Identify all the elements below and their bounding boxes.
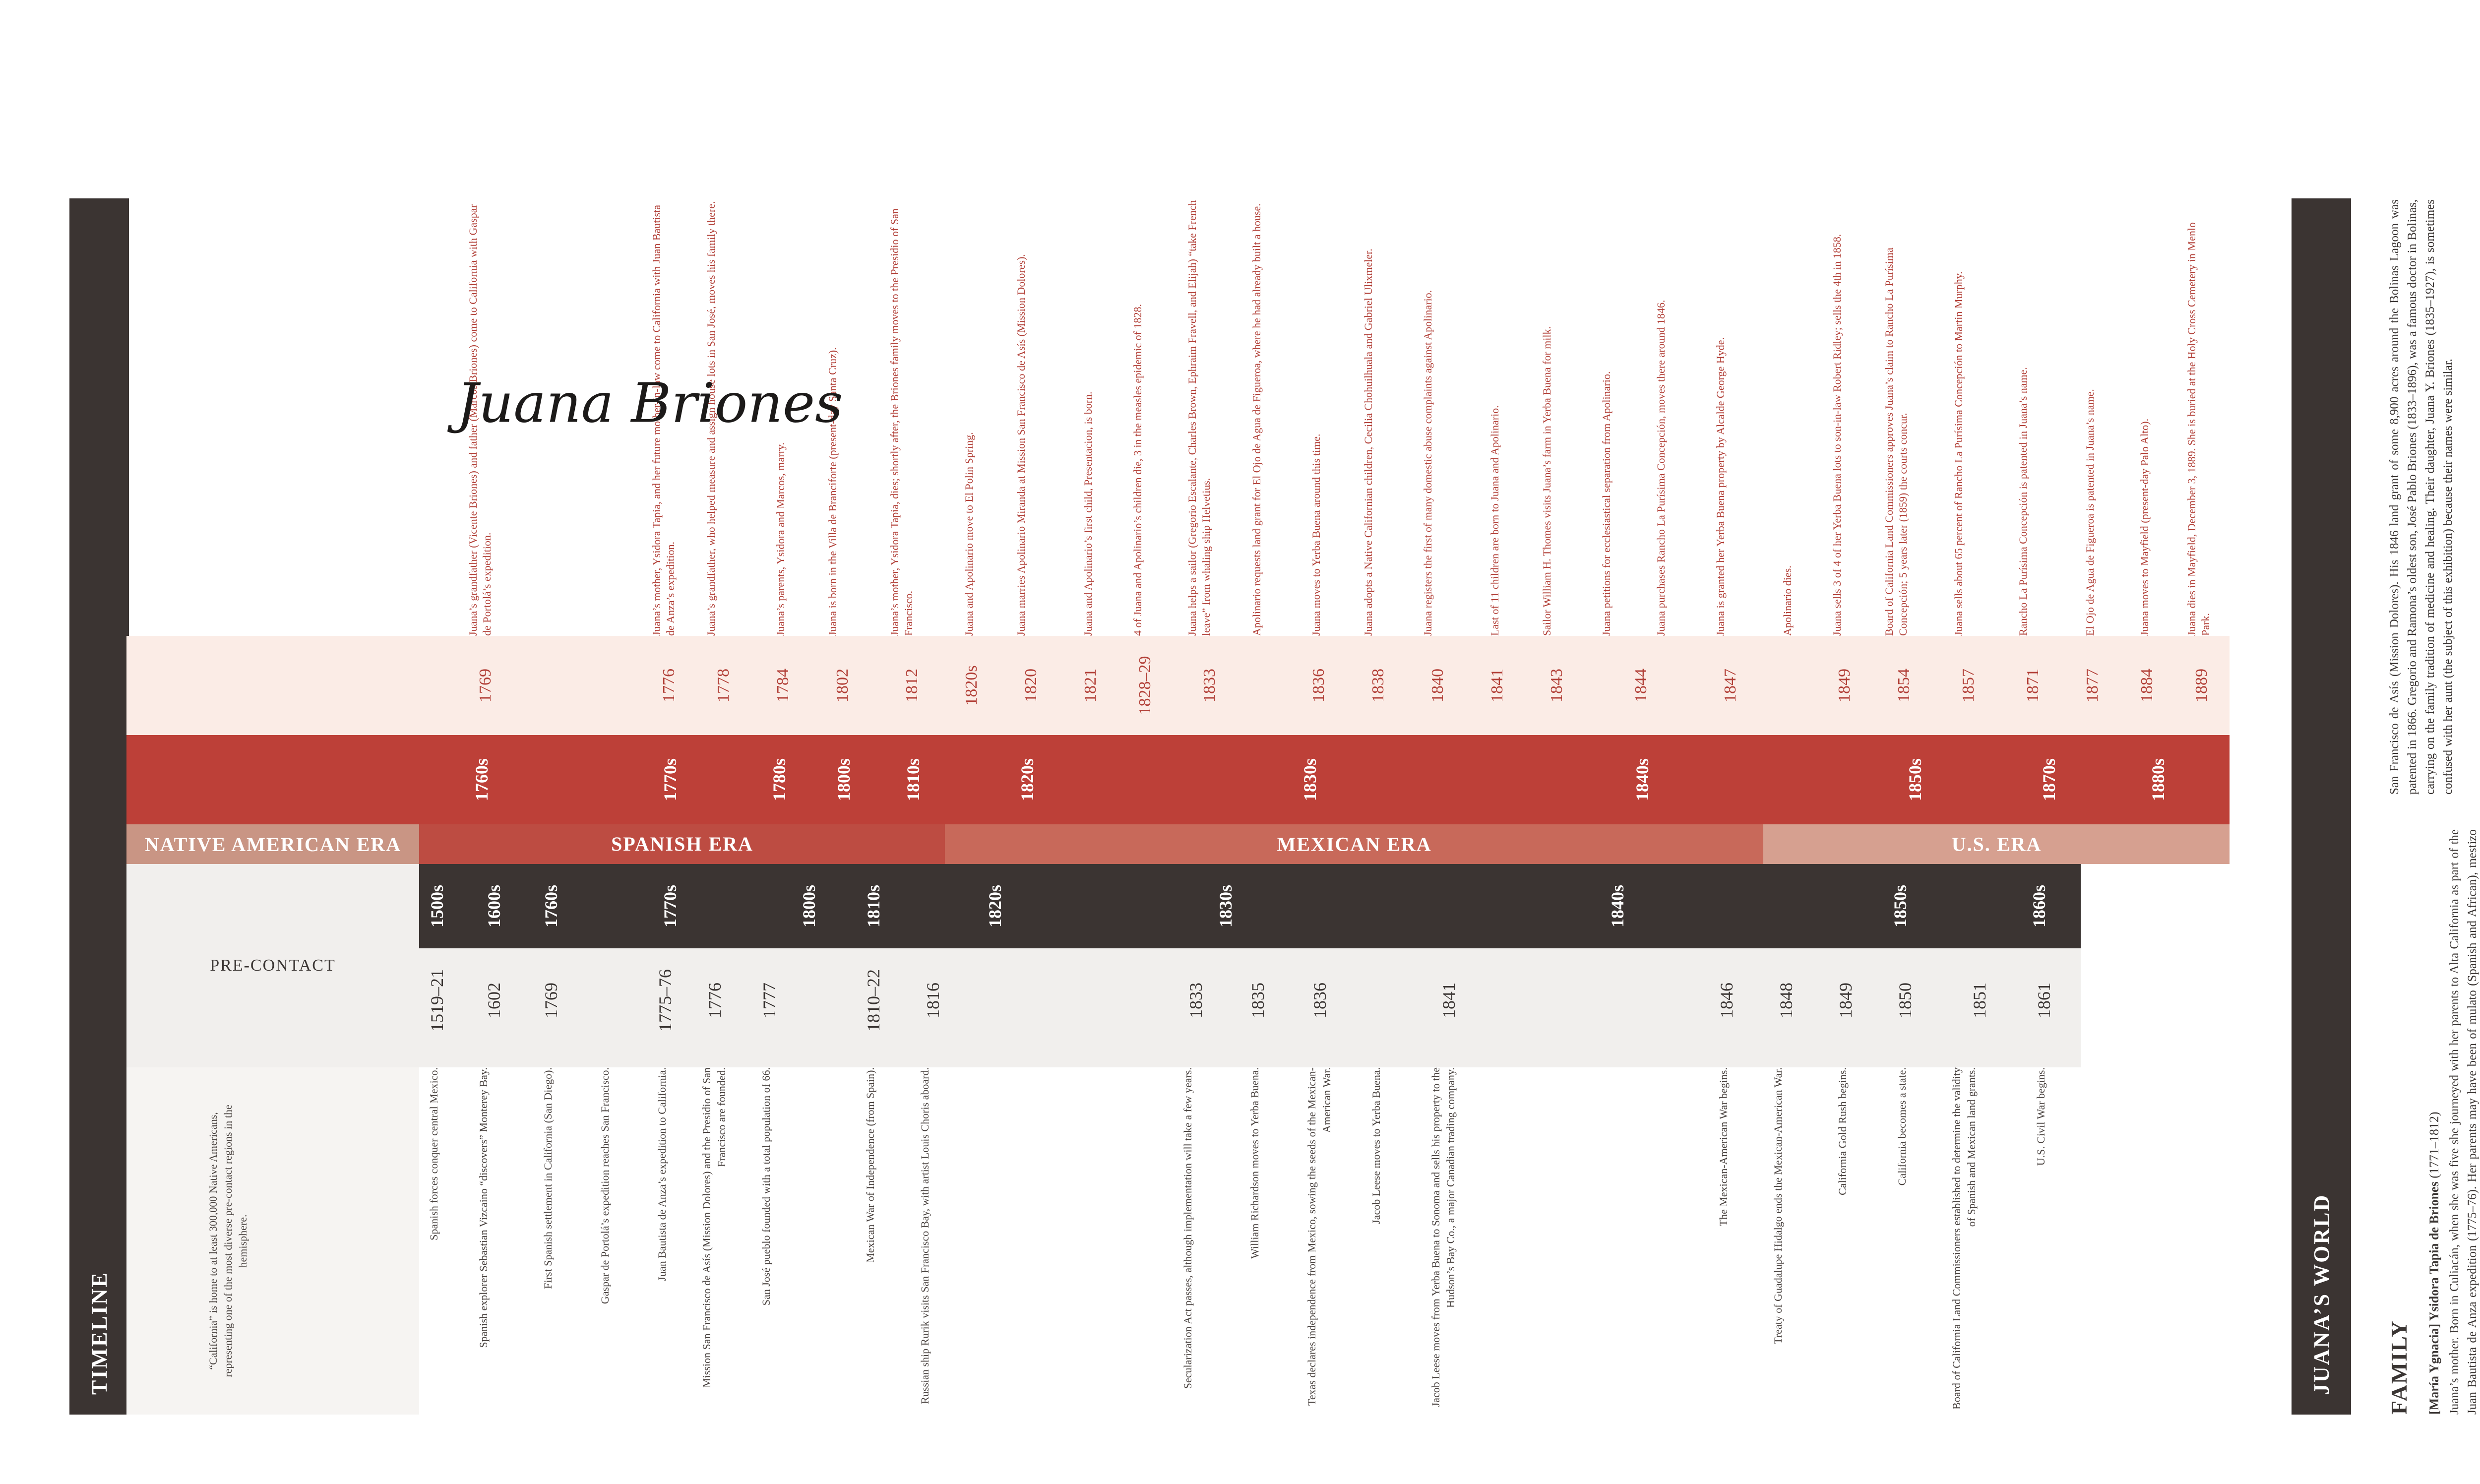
left-event-text: William Richardson moves to Yerba Buena. — [1248, 1067, 1261, 1259]
right-event-text: Juana’s mother, Ysidora Tapia, and her future mother-in-law come to California with Juan Bautista de Anza’s expedition. — [650, 205, 677, 636]
right-event-text: Juana and Apolinario move to El Polin Spring. — [963, 432, 975, 636]
right-event-year: 1889 — [2192, 669, 2211, 702]
right-event-text: Juana’s grandfather (Vicente Briones) and father (Marcos Briones) come to California with Gaspar de Portolá’s expedition. — [467, 204, 493, 636]
timeline-header-text: TIMELINE — [87, 1271, 112, 1395]
left-event-year: 1776 — [705, 983, 725, 1018]
left-event-year: 1846 — [1717, 983, 1736, 1018]
left-event-text: San José pueblo founded with a total population of 66. — [760, 1067, 772, 1306]
left-event-year: 1602 — [484, 983, 504, 1018]
right-event-text: Juana adopts a Native Californian children, Cecilia Chohuilhuala and Gabriel Ulixmeler. — [1362, 248, 1374, 636]
left-decade: 1860s — [2029, 885, 2049, 928]
right-event-text: Juana’s parents, Ysidora and Marcos, marry. — [774, 442, 787, 636]
right-decade: 1850s — [1905, 758, 1925, 802]
family-continued-text: San Francisco de Asís (Mission Dolores). His 1846 land grant of some 8,900 acres around the Bolinas Lagoon was patented in 1866. Gregorio and Ramona’s oldest son, José Pablo Briones (1833–1896), was a famous doctor in Bolinas, carrying on the family tradition of medicine and healing. Their daughter, Juana Y. Briones (1835–1927), is sometimes confused with her aunt (the subject of this exhibition) because their names were similar. — [2388, 199, 2455, 795]
left-event-text: Secularization Act passes, although implementation will take a few years. — [1181, 1067, 1194, 1389]
left-event-text: Spanish forces conquer central Mexico. — [428, 1067, 440, 1240]
right-event-text: Sailor William H. Thomes visits Juana’s farm in Yerba Buena for milk. — [1541, 326, 1553, 636]
left-event-year: 1850 — [1895, 983, 1915, 1018]
left-event-text: Russian ship Rurik visits San Francisco Bay, with artist Louis Choris aboard. — [919, 1067, 931, 1404]
family-name: [María Ygnacia] Ysidora Tapia de Briones (1771–1812) — [2427, 1112, 2441, 1415]
right-event-year: 1854 — [1895, 669, 1913, 702]
right-decade: 1870s — [2039, 758, 2059, 802]
left-decade: 1600s — [484, 885, 504, 928]
right-event-text: 4 of Juana and Apolinario’s children die, 3 in the measles epidemic of 1828. — [1131, 304, 1144, 636]
right-event-year: 1776 — [660, 669, 678, 702]
left-event-year: 1861 — [2034, 983, 2054, 1018]
left-event-text: First Spanish settlement in California (San Diego). — [542, 1067, 554, 1289]
right-event-year: 1836 — [1309, 669, 1328, 702]
right-event-year: 1884 — [2138, 669, 2156, 702]
left-decade: 1810s — [864, 885, 883, 928]
left-event-text: California becomes a state. — [1896, 1067, 1908, 1186]
right-event-year: 1769 — [476, 669, 495, 702]
right-event-text: Juana’s grandfather, who helped measure and assign house lots in San José, moves his family there. — [705, 201, 717, 636]
right-event-text: Juana registers the first of many domestic abuse complaints against Apolinario. — [1422, 290, 1434, 636]
era-spanish: SPANISH ERA — [419, 824, 945, 864]
right-event-year: 1833 — [1200, 669, 1219, 702]
left-event-year: 1841 — [1439, 983, 1459, 1018]
right-event-text: Last of 11 children are born to Juana and Apolinario. — [1488, 405, 1501, 636]
family-heading: FAMILY — [2386, 1320, 2412, 1415]
right-event-year: 1843 — [1548, 669, 1566, 702]
right-event-year: 1812 — [903, 669, 921, 702]
left-decade: 1760s — [541, 885, 561, 928]
era-native: NATIVE AMERICAN ERA — [126, 824, 419, 864]
right-event-year: 1784 — [774, 669, 792, 702]
left-event-year: 1833 — [1186, 983, 1206, 1018]
left-decade: 1830s — [1216, 885, 1236, 928]
left-decade: 1800s — [799, 885, 819, 928]
left-decade: 1840s — [1608, 885, 1627, 928]
era-us: U.S. ERA — [1763, 824, 2230, 864]
right-decade: 1810s — [903, 758, 923, 802]
left-event-text: Juan Bautista de Anza’s expedition to California. — [656, 1067, 668, 1281]
family-column — [2386, 829, 2480, 1415]
right-decade: 1780s — [769, 758, 789, 802]
right-event-year: 1847 — [1721, 669, 1739, 702]
left-event-text: Spanish explorer Sebastian Vizcaino “discovers” Monterey Bay. — [477, 1067, 490, 1348]
native-note: “California” is home to at least 300,000 Native Americans, representing one of the most diverse pre-contact regions in the hemisphere. — [207, 1105, 249, 1377]
left-event-text: U.S. Civil War begins. — [2035, 1067, 2047, 1166]
left-event-text: The Mexican-American War begins. — [1717, 1067, 1730, 1227]
right-event-text: El Ojo de Agua de Figueroa is patented in Juana’s name. — [2084, 389, 2096, 636]
right-event-year: 1778 — [714, 669, 733, 702]
right-decade: 1820s — [1017, 758, 1037, 802]
right-event-text: Juana dies in Mayfield, December 3, 1889. She is buried at the Holy Cross Cemetery in Menlo Park. — [2185, 222, 2212, 636]
right-event-year: 1821 — [1081, 669, 1100, 702]
family-text: Juana’s mother. Born in Culiacán, when she was five she journeyed with her parents to Alta California as part of the Juan Bautista de Anza expedition (1775–76). Her parents may have been of mulato (Spanish and African), mestizo — [2448, 829, 2479, 1415]
right-year-column — [126, 636, 2230, 735]
right-event-year: 1857 — [1959, 669, 1978, 702]
left-event-text: Mission San Francisco de Asís (Mission Dolores) and the Presidio of San Francisco are founded. — [700, 1067, 728, 1388]
left-event-year: 1519–21 — [427, 969, 447, 1032]
world-header — [2292, 198, 2351, 1415]
right-event-text: Juana marries Apolinario Miranda at Mission San Francisco de Asís (Mission Dolores). — [1015, 254, 1027, 636]
left-event-year: 1836 — [1310, 983, 1330, 1018]
left-event-text: Board of California Land Commissioners established to determine the validity of Spanish and Mexican land grants. — [1950, 1067, 1978, 1410]
right-event-year: 1820 — [1022, 669, 1040, 702]
left-event-year: 1848 — [1776, 983, 1796, 1018]
left-event-text: Treaty of Guadalupe Hidalgo ends the Mexican-American War. — [1772, 1067, 1784, 1344]
right-event-year: 1871 — [2024, 669, 2042, 702]
right-event-text: Juana helps a sailor (Gregorio Escalante, Charles Brown, Ephraim Fravell, and Elijah) “take French leave” from whaling ship Helvetius. — [1186, 200, 1212, 636]
left-decade: 1820s — [985, 885, 1005, 928]
left-event-text: Jacob Leese moves to Yerba Buena. — [1370, 1067, 1382, 1224]
left-decade: 1500s — [427, 885, 447, 928]
right-event-text: Juana moves to Yerba Buena around this time. — [1310, 433, 1322, 636]
left-event-text: California Gold Rush begins. — [1836, 1067, 1849, 1195]
timeline-header — [69, 198, 129, 1415]
right-event-text: Juana petitions for ecclesiastical separation from Apolinario. — [1600, 371, 1612, 636]
native-note-panel — [126, 1067, 419, 1415]
left-event-year: 1775–76 — [655, 969, 675, 1032]
left-event-text: Mexican War of Independence (from Spain). — [864, 1067, 876, 1263]
right-event-text: Apolinario dies. — [1781, 565, 1794, 636]
right-decade: 1840s — [1632, 758, 1652, 802]
right-decade: 1770s — [660, 758, 680, 802]
left-event-year: 1769 — [541, 983, 561, 1018]
era-mexican: MEXICAN ERA — [945, 824, 1763, 864]
right-event-year: 1849 — [1835, 669, 1854, 702]
friends-column — [2386, 199, 2480, 795]
left-event-year: 1851 — [1970, 983, 1989, 1018]
left-event-text: Gaspar de Portolá’s expedition reaches San Francisco. — [599, 1067, 611, 1304]
right-event-year: 1841 — [1488, 669, 1506, 702]
right-event-text: Board of California Land Commissioners approves Juana’s claim to Rancho La Purísima Concepción; 5 years later (1859) the courts concur. — [1883, 247, 1909, 636]
right-event-year: 1828–29 — [1136, 656, 1154, 715]
left-event-year: 1810–22 — [864, 969, 883, 1032]
right-decade: 1760s — [472, 758, 492, 802]
right-event-text: Juana sells 3 of 4 of her Yerba Buena lots to son-in-law Robert Ridley; sells the 4th in 1858. — [1831, 234, 1843, 636]
left-event-year: 1816 — [923, 983, 943, 1018]
right-decade: 1800s — [834, 758, 854, 802]
right-event-text: Apolinario requests land grant for El Ojo de Agua de Figueroa, where he had already built a house. — [1250, 203, 1263, 636]
left-decade: 1770s — [660, 885, 680, 928]
world-header-text: JUANA’S WORLD — [2309, 1193, 2334, 1395]
right-event-text: Juana purchases Rancho La Purísima Concepción, moves there around 1846. — [1655, 300, 1667, 636]
right-decade: 1830s — [1300, 758, 1320, 802]
right-event-text: Juana is born in the Villa de Branciforte (present-day Santa Cruz). — [826, 347, 839, 636]
right-event-text: Juana is granted her Yerba Buena property by Alcalde George Hyde. — [1714, 337, 1727, 636]
left-event-year: 1777 — [759, 983, 779, 1018]
right-event-text: Juana’s mother, Ysidora Tapia, dies; shortly after, the Briones family moves to the Presidio of San Francisco. — [888, 208, 915, 636]
right-event-year: 1820s — [962, 665, 981, 706]
precontact-panel — [126, 864, 419, 1067]
right-event-year: 1844 — [1632, 669, 1650, 702]
signature-text: Juana Briones — [456, 371, 843, 434]
right-event-text: Juana and Apolinario’s first child, Presentacion, is born. — [1082, 391, 1094, 636]
right-event-text: Juana sells about 65 percent of Rancho La Purísima Concepción to Martin Murphy. — [1952, 271, 1965, 636]
left-event-text: Jacob Leese moves from Yerba Buena to Sonoma and sells his property to the Hudson’s Bay Co., a major Canadian trading company. — [1429, 1067, 1457, 1407]
left-event-year: 1849 — [1836, 983, 1856, 1018]
left-event-text: Texas declares independence from Mexico, sowing the seeds of the Mexican-American War. — [1305, 1067, 1333, 1406]
right-event-year: 1838 — [1369, 669, 1387, 702]
right-event-text: Rancho La Purísima Concepción is patented in Juana’s name. — [2017, 367, 2029, 636]
right-event-year: 1840 — [1428, 669, 1447, 702]
right-event-year: 1802 — [833, 669, 852, 702]
left-decade: 1850s — [1890, 885, 1910, 928]
precontact-label: PRE-CONTACT — [210, 956, 336, 975]
left-event-year: 1835 — [1248, 983, 1268, 1018]
right-event-year: 1877 — [2083, 669, 2102, 702]
right-decade: 1880s — [2148, 758, 2168, 802]
right-event-text: Juana moves to Mayfield (present-day Palo Alto). — [2138, 418, 2151, 636]
